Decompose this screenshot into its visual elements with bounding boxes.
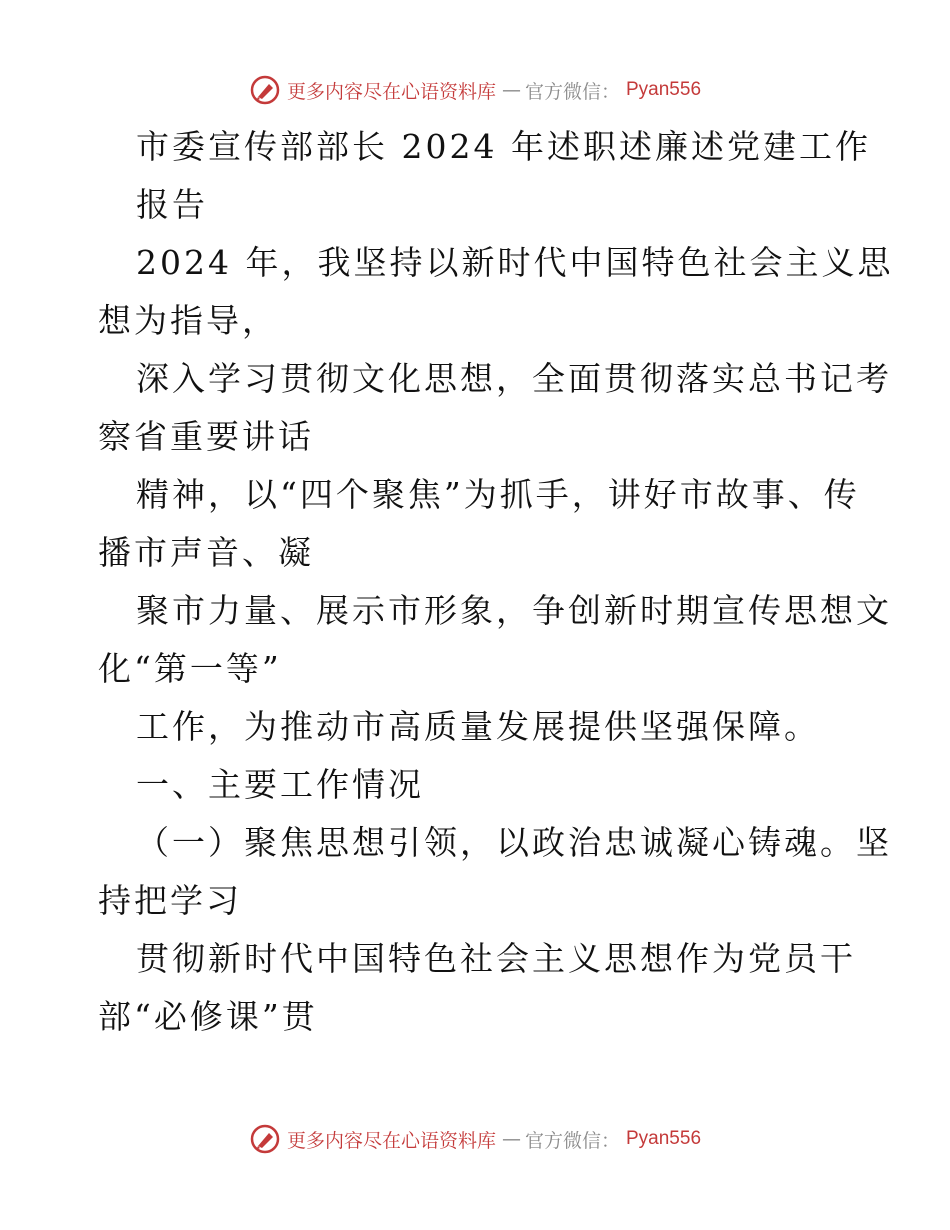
title-line-1: 市委宣传部部长 2024 年述职述廉述党建工作 — [136, 127, 871, 166]
paragraph-line: 部“必修课”贯 — [98, 997, 318, 1036]
watermark-suffix: 官方微信： — [524, 80, 620, 103]
paragraph-line: 精神，以“四个聚焦”为抓手，讲好市故事、传 — [136, 475, 860, 514]
title-line-2: 报告 — [136, 185, 208, 224]
watermark-prefix: 更多内容尽在心语资料库 — [286, 1129, 496, 1152]
watermark-dash: — — [501, 79, 519, 101]
footer-watermark — [0, 1119, 950, 1159]
watermark-id: Pyan556 — [626, 1128, 702, 1149]
watermark-suffix: 官方微信： — [524, 1129, 620, 1152]
paragraph-line: 深入学习贯彻文化思想，全面贯彻落实总书记考 — [136, 359, 892, 398]
section-heading: 一、主要工作情况 — [136, 765, 424, 804]
pen-nib-seal-icon — [249, 1123, 281, 1155]
paragraph-line: 察省重要讲话 — [98, 417, 314, 456]
header-watermark — [0, 70, 950, 110]
document-body — [98, 118, 894, 1046]
paragraph-line: 工作，为推动市高质量发展提供坚强保障。 — [136, 707, 820, 746]
paragraph-line: 播市声音、凝 — [98, 533, 314, 572]
pen-nib-seal-icon — [249, 74, 281, 106]
paragraph-line: 持把学习 — [98, 881, 242, 920]
paragraph-line: 想为指导， — [98, 301, 278, 340]
watermark-prefix: 更多内容尽在心语资料库 — [286, 80, 496, 103]
paragraph-line: （一）聚焦思想引领，以政治忠诚凝心铸魂。坚 — [136, 823, 892, 862]
paragraph-line: 聚市力量、展示市形象，争创新时期宣传思想文 — [136, 591, 892, 630]
paragraph-line: 化“第一等” — [98, 649, 282, 688]
watermark-dash: — — [501, 1128, 519, 1150]
watermark-id: Pyan556 — [626, 79, 702, 100]
paragraph-line: 2024 年，我坚持以新时代中国特色社会主义思 — [136, 243, 894, 282]
paragraph-line: 贯彻新时代中国特色社会主义思想作为党员干 — [136, 939, 856, 978]
